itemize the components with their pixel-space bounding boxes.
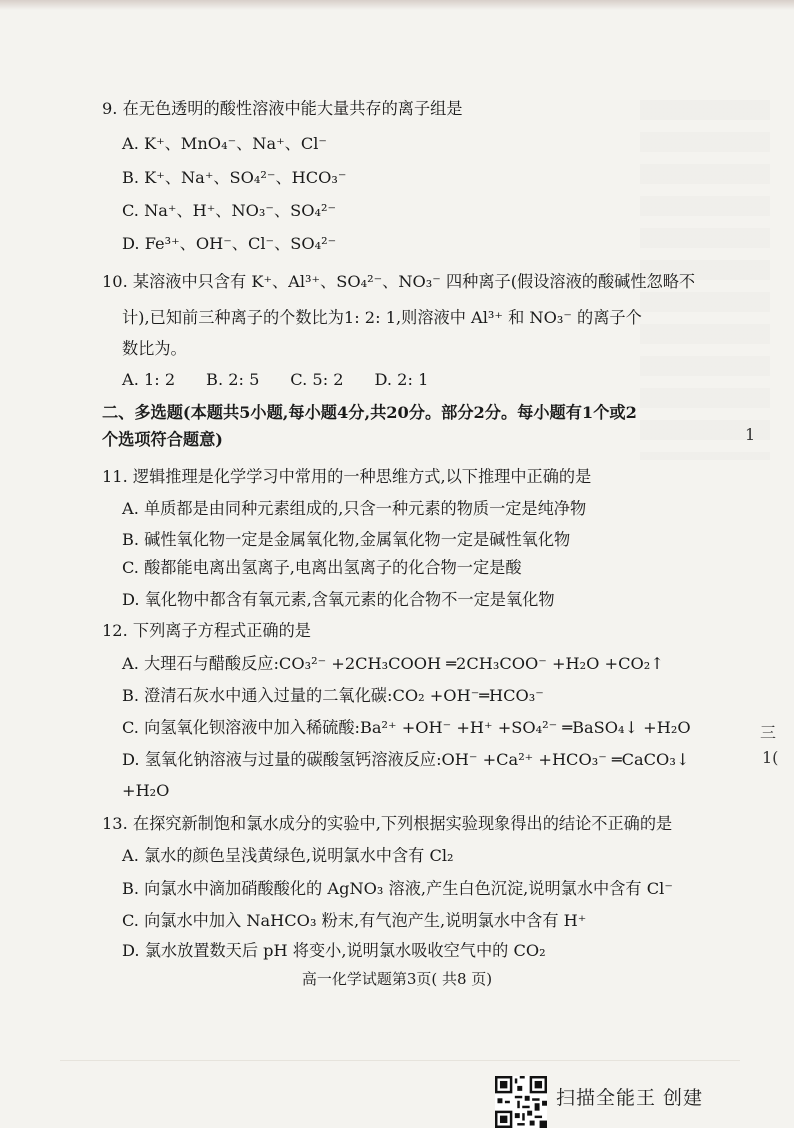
q9-option-c: C. Na⁺、H⁺、NO₃⁻、SO₄²⁻ — [122, 201, 337, 220]
q11-option-c: C. 酸都能电离出氢离子,电离出氢离子的化合物一定是酸 — [122, 558, 522, 577]
q12-option-c: C. 向氢氧化钡溶液中加入稀硫酸:Ba²⁺ +OH⁻ +H⁺ +SO₄²⁻ ═BaSO₄↓ +H₂O — [122, 718, 691, 737]
q12-option-d-line2: +H₂O — [122, 781, 170, 800]
q11-option-d: D. 氧化物中都含有氧元素,含氧元素的化合物不一定是氧化物 — [122, 590, 555, 609]
q13-option-b: B. 向氯水中滴加硝酸酸化的 AgNO₃ 溶液,产生白色沉淀,说明氯水中含有 Cl⁻ — [122, 879, 673, 898]
q11-stem: 11. 逻辑推理是化学学习中常用的一种思维方式,以下推理中正确的是 — [102, 467, 592, 486]
margin-mark-1: 1 — [745, 425, 756, 444]
section2-heading-line2: 个选项符合题意) — [102, 430, 223, 449]
page-divider — [60, 1060, 740, 1061]
page-footer: 高一化学试题第3页( 共8 页) — [301, 970, 493, 988]
q13-stem: 13. 在探究新制饱和氯水成分的实验中,下列根据实验现象得出的结论不正确的是 — [102, 814, 673, 833]
q12-option-b: B. 澄清石灰水中通入过量的二氧化碳:CO₂ +OH⁻═HCO₃⁻ — [122, 686, 544, 705]
q13-option-c: C. 向氯水中加入 NaHCO₃ 粉末,有气泡产生,说明氯水中含有 H⁺ — [122, 911, 587, 930]
q10-stem-line1: 10. 某溶液中只含有 K⁺、Al³⁺、SO₄²⁻、NO₃⁻ 四种离子(假设溶液的酸碱性忽略不 — [102, 272, 696, 291]
qr-code-icon — [495, 1076, 547, 1128]
q9-option-a: A. K⁺、MnO₄⁻、Na⁺、Cl⁻ — [122, 134, 327, 153]
q12-stem: 12. 下列离子方程式正确的是 — [102, 621, 311, 640]
q12-option-a: A. 大理石与醋酸反应:CO₃²⁻ +2CH₃COOH ═2CH₃COO⁻ +H₂O +CO₂↑ — [122, 654, 664, 673]
q10-choices: A. 1: 2 B. 2: 5 C. 5: 2 D. 2: 1 — [122, 370, 429, 389]
q10-stem-line3: 数比为。 — [122, 339, 187, 358]
scanner-watermark: 扫描全能王 创建 — [556, 1087, 704, 1109]
q13-option-d: D. 氯水放置数天后 pH 将变小,说明氯水吸收空气中的 CO₂ — [122, 941, 546, 960]
q10-stem-line2: 计),已知前三种离子的个数比为1: 2: 1,则溶液中 Al³⁺ 和 NO₃⁻ 的离子个 — [122, 308, 642, 327]
q11-option-a: A. 单质都是由同种元素组成的,只含一种元素的物质一定是纯净物 — [122, 499, 587, 518]
q13-option-a: A. 氯水的颜色呈浅黄绿色,说明氯水中含有 Cl₂ — [122, 846, 454, 865]
q9-option-b: B. K⁺、Na⁺、SO₄²⁻、HCO₃⁻ — [122, 168, 347, 187]
section2-heading-line1: 二、多选题(本题共5小题,每小题4分,共20分。部分2分。每小题有1个或2 — [102, 403, 637, 422]
q9-stem: 9. 在无色透明的酸性溶液中能大量共存的离子组是 — [102, 99, 463, 118]
margin-mark-3: 1( — [762, 748, 779, 767]
q11-option-b: B. 碱性氧化物一定是金属氧化物,金属氧化物一定是碱性氧化物 — [122, 530, 571, 549]
q12-option-d-line1: D. 氢氧化钠溶液与过量的碳酸氢钙溶液反应:OH⁻ +Ca²⁺ +HCO₃⁻ ═CaCO₃↓ — [122, 750, 690, 769]
q9-option-d: D. Fe³⁺、OH⁻、Cl⁻、SO₄²⁻ — [122, 234, 337, 253]
margin-mark-2: 三 — [760, 723, 777, 742]
scan-top-edge — [0, 0, 794, 10]
